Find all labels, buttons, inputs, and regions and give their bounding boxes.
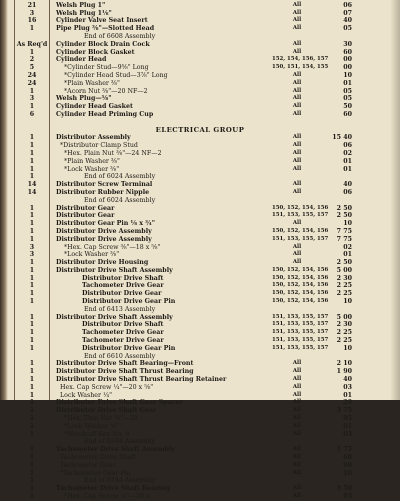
part-models: All — [292, 368, 302, 375]
part-description: Cylinder Head Priming Cup — [56, 110, 154, 118]
part-row — [0, 298, 400, 306]
part-quantity: 3 — [29, 95, 35, 103]
part-price: 60 — [343, 48, 352, 56]
part-price: 10 — [343, 298, 352, 306]
part-models: All — [292, 493, 302, 499]
part-price: 10 — [343, 469, 352, 477]
part-price: 40 — [343, 17, 352, 25]
part-price: 03 — [343, 383, 352, 391]
part-price: 01 — [343, 391, 352, 399]
part-models: All — [292, 25, 302, 32]
part-row — [0, 267, 400, 275]
part-models: 151, 153, 155, 157 — [272, 235, 329, 242]
part-description: Distributor Drive Gear Pin — [82, 344, 176, 352]
part-price: 01 — [343, 422, 352, 430]
part-row — [0, 17, 400, 25]
part-description: Distributor Drive Shaft Assembly — [56, 313, 173, 321]
part-models: All — [292, 103, 302, 110]
part-row — [0, 493, 400, 501]
part-models: All — [292, 422, 302, 429]
part-price: 5 00 — [336, 266, 352, 274]
part-description: *Acorn Nut ⅜"—20 NF—2 — [64, 87, 148, 95]
part-description: Distributor Drive Shaft Bearing—Front — [56, 360, 194, 368]
part-row — [0, 470, 400, 478]
part-price: 05 — [343, 95, 352, 103]
part-models: All — [292, 461, 302, 468]
part-models: 151, 153, 155, 157 — [272, 313, 329, 320]
part-row — [0, 41, 400, 49]
part-quantity: 1 — [29, 407, 35, 415]
part-description: Pipe Plug ⅜"—Slotted Head — [56, 25, 155, 33]
part-price: 5 00 — [336, 313, 352, 321]
part-description: *Hex. Thin Nut ⅝"—20 — [64, 415, 138, 423]
part-models: All — [292, 157, 302, 164]
part-quantity: 1 — [29, 259, 35, 267]
part-row — [0, 368, 400, 376]
part-row — [0, 2, 400, 10]
part-row — [0, 10, 400, 18]
part-models: 150, 152, 154, 156 — [272, 266, 329, 273]
part-price: 06 — [343, 1, 352, 9]
part-models: All — [292, 376, 302, 383]
part-description: Welsh Plug 1⅛" — [56, 9, 112, 17]
part-description: Tachometer Drive Gear — [82, 282, 164, 290]
part-models: All — [292, 243, 302, 250]
part-row — [0, 454, 400, 462]
part-row — [0, 415, 400, 423]
part-row — [0, 251, 400, 259]
part-models: 150, 152, 154, 156 — [272, 282, 329, 289]
part-quantity: 1 — [29, 446, 35, 454]
part-price: 2 30 — [336, 274, 352, 282]
part-description: Cylinder Valve Seat Insert — [56, 17, 148, 25]
part-price: 10 — [343, 220, 352, 228]
part-row — [0, 446, 400, 454]
part-models: All — [292, 454, 302, 461]
part-quantity: 1 — [29, 165, 35, 173]
part-description: Tachometer Drive Gear — [82, 329, 164, 337]
part-description: Distributor Drive Shaft Thrust Bearing — [56, 368, 194, 376]
part-price: 06 — [343, 188, 352, 196]
part-row — [0, 462, 400, 470]
part-price: 2 30 — [336, 321, 352, 329]
part-row — [0, 259, 400, 267]
part-description: End of 6610 Assembly — [84, 352, 156, 360]
part-description: Tachometer Drive Shaft — [60, 454, 137, 462]
part-row — [0, 197, 400, 205]
part-quantity: 1 — [29, 477, 35, 485]
part-quantity: 14 — [27, 188, 37, 196]
part-models: All — [292, 360, 302, 367]
part-description: Distributor Drive Housing — [56, 259, 149, 267]
part-price: 3 50 — [336, 485, 352, 493]
part-quantity: 1 — [29, 173, 35, 181]
part-models: All — [292, 134, 302, 141]
part-description: Tachometer Gear — [60, 461, 116, 469]
part-price: 07 — [343, 9, 352, 17]
part-quantity: 1 — [29, 430, 35, 438]
part-row — [0, 485, 400, 493]
part-row — [0, 220, 400, 228]
part-description: Distributor Gear — [56, 204, 115, 212]
part-price: 40 — [343, 181, 352, 189]
part-quantity: 24 — [27, 79, 37, 87]
part-description: *Plain Washer ⅜" — [64, 157, 120, 165]
part-quantity: 1 — [29, 337, 35, 345]
part-price: 7 75 — [336, 235, 352, 243]
part-description: Distributor Drive Assembly — [56, 235, 152, 243]
part-quantity: 24 — [27, 71, 37, 79]
part-price: 1 90 — [336, 368, 352, 376]
part-quantity: 3 — [29, 243, 35, 251]
part-quantity: 21 — [27, 1, 37, 9]
part-quantity: 1 — [29, 149, 35, 157]
part-description: Distributor Assembly — [56, 134, 131, 142]
part-models: 150, 152, 154, 156 — [272, 274, 329, 281]
part-row — [0, 88, 400, 96]
part-row — [0, 173, 400, 181]
part-quantity: 2 — [29, 56, 35, 64]
part-models: All — [292, 188, 302, 195]
part-price: 10 — [343, 344, 352, 352]
part-description: Welsh Plug—⅝" — [56, 95, 112, 103]
part-description: End of 6024 Assembly — [84, 173, 156, 181]
part-price: 01 — [343, 165, 352, 173]
part-quantity: 3 — [29, 251, 35, 259]
part-quantity: 1 — [29, 282, 35, 290]
part-quantity: 1 — [29, 391, 35, 399]
part-price: 20 — [343, 399, 352, 407]
part-price: 06 — [343, 142, 352, 150]
part-price: 2 25 — [336, 282, 352, 290]
part-quantity: 1 — [29, 212, 35, 220]
part-quantity: 1 — [29, 204, 35, 212]
part-models: All — [292, 165, 302, 172]
part-description: Welsh Plug 1" — [56, 1, 106, 9]
part-price: 60 — [343, 454, 352, 462]
part-price: 3 75 — [336, 407, 352, 415]
part-quantity: 1 — [29, 329, 35, 337]
part-row — [0, 477, 400, 485]
part-quantity: 1 — [29, 25, 35, 33]
part-description: Distributor Drive Shaft Thrust Bearing Retainer — [56, 376, 227, 384]
part-price: 00 — [343, 64, 352, 72]
part-row — [0, 423, 400, 431]
part-quantity: As Req'd — [16, 40, 48, 48]
part-description: *Cylinder Head Stud—3⅞" Long — [64, 71, 168, 79]
part-price: 05 — [343, 415, 352, 423]
part-row — [0, 314, 400, 322]
part-row — [0, 290, 400, 298]
part-description: *Hex. Cap Screw ⅜"—18 x ⅝" — [64, 243, 161, 251]
part-models: All — [292, 40, 302, 47]
part-quantity: 1 — [29, 469, 35, 477]
part-models: 151, 153, 155, 157 — [272, 321, 329, 328]
part-row — [0, 158, 400, 166]
part-models: All — [292, 79, 302, 86]
part-row — [0, 306, 400, 314]
part-price: 50 — [343, 103, 352, 111]
part-row — [0, 407, 400, 415]
part-description: *Plain Washer ⅜" — [64, 79, 120, 87]
part-description: Distributor Screw Terminal — [56, 181, 153, 189]
part-models: 151, 153, 155, 157 — [272, 212, 329, 219]
part-quantity: 1 — [29, 227, 35, 235]
part-row — [0, 360, 400, 368]
part-row — [0, 49, 400, 57]
part-row — [0, 244, 400, 252]
part-row — [0, 228, 400, 236]
part-quantity: 1 — [29, 422, 35, 430]
part-row — [0, 95, 400, 103]
part-description: End of 6244 Assembly — [84, 438, 156, 446]
part-quantity: 1 — [29, 134, 35, 142]
section-heading: ELECTRICAL GROUP — [155, 125, 245, 134]
part-description: Distributor Drive Gear Pin — [82, 298, 176, 306]
part-description: End of 6608 Assembly — [84, 32, 156, 40]
part-price: 01 — [343, 157, 352, 165]
part-row — [0, 72, 400, 80]
part-price: 40 — [343, 376, 352, 384]
part-row — [0, 189, 400, 197]
part-row — [0, 384, 400, 392]
part-row — [0, 353, 400, 361]
part-description: *Cylinder Stud—9⅝" Long — [64, 64, 149, 72]
part-quantity: 1 — [29, 87, 35, 95]
part-models: All — [292, 383, 302, 390]
part-description: *Woodruff Key No. 6 — [64, 430, 130, 438]
part-row — [0, 236, 400, 244]
part-models: All — [292, 1, 302, 8]
part-models: All — [292, 251, 302, 258]
part-description: *Lock Washer ⅜" — [64, 251, 120, 259]
part-row — [0, 56, 400, 64]
part-quantity: 1 — [29, 485, 35, 493]
part-row — [0, 321, 400, 329]
part-models: 150, 152, 154, 156 — [272, 204, 329, 211]
part-row — [0, 392, 400, 400]
part-price: 10 — [343, 71, 352, 79]
part-row — [0, 142, 400, 150]
part-quantity: 1 — [29, 142, 35, 150]
part-quantity: 1 — [29, 298, 35, 306]
part-models: All — [292, 9, 302, 16]
part-models: All — [292, 407, 302, 414]
part-price: 90 — [343, 461, 352, 469]
part-price: 7 75 — [336, 227, 352, 235]
part-models: All — [292, 220, 302, 227]
part-price: 02 — [343, 243, 352, 251]
part-row — [0, 399, 400, 407]
part-price: 05 — [343, 25, 352, 33]
part-row — [0, 33, 400, 41]
part-models: 152, 154, 156, 157 — [272, 56, 329, 63]
part-description: End of 6024 Assembly — [84, 196, 156, 204]
part-row — [0, 181, 400, 189]
part-price: 2 25 — [336, 290, 352, 298]
part-row — [0, 127, 400, 135]
part-quantity: 1 — [29, 103, 35, 111]
part-row — [0, 345, 400, 353]
part-row — [0, 275, 400, 283]
part-price: 00 — [343, 56, 352, 64]
part-models: 151, 153, 155, 157 — [272, 344, 329, 351]
part-description: *Lock Washer ⅜" — [64, 165, 120, 173]
part-description: Cylinder Head — [56, 56, 107, 64]
part-row — [0, 64, 400, 72]
part-description: *Lock Washer ⅝" — [64, 422, 120, 430]
part-models: All — [292, 48, 302, 55]
part-quantity: 1 — [29, 415, 35, 423]
part-row — [0, 166, 400, 174]
part-quantity: 1 — [29, 266, 35, 274]
part-price: 2 25 — [336, 337, 352, 345]
part-row — [0, 205, 400, 213]
part-description: Distributor Drive Assembly — [56, 227, 152, 235]
part-description: Lock Washer ¼" — [60, 391, 113, 399]
part-description: End of 6244 Assembly — [84, 477, 156, 485]
part-models: All — [292, 469, 302, 476]
part-quantity: 14 — [27, 181, 37, 189]
part-models: 150, 152, 154, 156 — [272, 227, 329, 234]
part-price: 01 — [343, 79, 352, 87]
part-price: 15 40 — [332, 134, 352, 142]
part-models: All — [292, 110, 302, 117]
part-description: Cylinder Block Gasket — [56, 48, 135, 56]
part-models: All — [292, 415, 302, 422]
part-price: 60 — [343, 110, 352, 118]
part-price: 03 — [343, 430, 352, 438]
part-quantity: 1 — [29, 344, 35, 352]
part-description: Distributor Drive Shaft Assembly — [56, 266, 173, 274]
part-row — [0, 103, 400, 111]
part-models: 151, 153, 155, 157 — [272, 329, 329, 336]
part-row — [0, 212, 400, 220]
part-description: Distributor Drive Shaft Gear — [56, 407, 157, 415]
part-quantity: 3 — [29, 9, 35, 17]
part-quantity: 1 — [29, 454, 35, 462]
part-description: Distributor Drive Shaft Gear Spacer — [56, 399, 183, 407]
part-models: All — [292, 446, 302, 453]
part-row — [0, 134, 400, 142]
part-row — [0, 376, 400, 384]
part-quantity: 5 — [29, 64, 35, 72]
part-quantity: 6 — [29, 110, 35, 118]
part-models: All — [292, 259, 302, 266]
part-price: 03 — [343, 493, 352, 500]
part-price: 02 — [343, 149, 352, 157]
part-price: 05 — [343, 87, 352, 95]
part-description: Cylinder Block Drain Cock — [56, 40, 150, 48]
part-quantity: 1 — [29, 376, 35, 384]
part-quantity: 1 — [29, 321, 35, 329]
part-description: *Distributor Clamp Stud — [60, 142, 138, 150]
part-price: 2 25 — [336, 329, 352, 337]
part-description: Tachometer Drive Gear — [82, 337, 164, 345]
part-description: Distributor Gear — [56, 212, 115, 220]
part-row — [0, 25, 400, 33]
part-models: All — [292, 95, 302, 102]
part-row — [0, 337, 400, 345]
part-row — [0, 431, 400, 439]
part-row — [0, 111, 400, 119]
part-models: All — [292, 149, 302, 156]
part-quantity: 1 — [29, 274, 35, 282]
part-description: *Hex. Cap Screw ¼"—20 x — [64, 493, 150, 500]
part-description: Cylinder Head Gasket — [56, 103, 133, 111]
part-quantity: 1 — [29, 235, 35, 243]
part-quantity: 1 — [29, 220, 35, 228]
part-models: All — [292, 430, 302, 437]
part-models: All — [292, 399, 302, 406]
part-description: End of 6413 Assembly — [84, 305, 156, 313]
part-price: 2 50 — [336, 212, 352, 220]
part-description: Tachometer Drive Shaft Bearing — [56, 485, 171, 493]
part-quantity: 1 — [29, 399, 35, 407]
part-row — [0, 282, 400, 290]
part-price: 1 75 — [336, 446, 352, 454]
part-row — [0, 329, 400, 337]
part-models: All — [292, 142, 302, 149]
part-models: 150, 152, 154, 156 — [272, 290, 329, 297]
part-description: Distributor Drive Shaft — [82, 321, 164, 329]
part-description: Hex. Cap Screw ¼"—20 x ⅝" — [60, 383, 154, 391]
part-models: All — [292, 87, 302, 94]
part-models: All — [292, 391, 302, 398]
part-price: 2 10 — [336, 360, 352, 368]
part-row — [0, 438, 400, 446]
part-quantity: 1 — [29, 461, 35, 469]
part-quantity: 1 — [29, 383, 35, 391]
part-quantity: 16 — [27, 17, 37, 25]
part-models: 151, 153, 155, 157 — [272, 337, 329, 344]
part-quantity: 1 — [29, 360, 35, 368]
part-models: All — [292, 485, 302, 492]
part-price: 2 50 — [336, 204, 352, 212]
part-description: Tachometer Drive Shaft Assembly — [56, 446, 176, 454]
part-models: All — [292, 17, 302, 24]
part-models: All — [292, 71, 302, 78]
part-models: All — [292, 181, 302, 188]
part-description: *Tachometer Gear Pin — [60, 469, 131, 477]
part-quantity: 1 — [29, 157, 35, 165]
part-description: Distributor Drive Shaft — [82, 274, 164, 282]
part-description: *Hex. Plain Nut ⅜"—24 NF—2 — [64, 149, 162, 157]
part-description: Distributor Gear Pin ⅛ x ¾" — [56, 220, 155, 228]
part-models: 150, 151, 154, 155 — [272, 64, 329, 71]
part-quantity: 1 — [29, 368, 35, 376]
part-quantity: 1 — [29, 313, 35, 321]
part-row — [0, 150, 400, 158]
part-quantity: 1 — [29, 493, 35, 500]
part-price: 01 — [343, 251, 352, 259]
part-models: 150, 152, 154, 156 — [272, 298, 329, 305]
part-quantity: 1 — [29, 290, 35, 298]
part-price: 2 50 — [336, 259, 352, 267]
part-description: Distributor Rubber Nipple — [56, 188, 150, 196]
part-price: 30 — [343, 40, 352, 48]
part-row — [0, 80, 400, 88]
part-description: Distributor Drive Gear — [82, 290, 162, 298]
part-quantity: 1 — [29, 48, 35, 56]
